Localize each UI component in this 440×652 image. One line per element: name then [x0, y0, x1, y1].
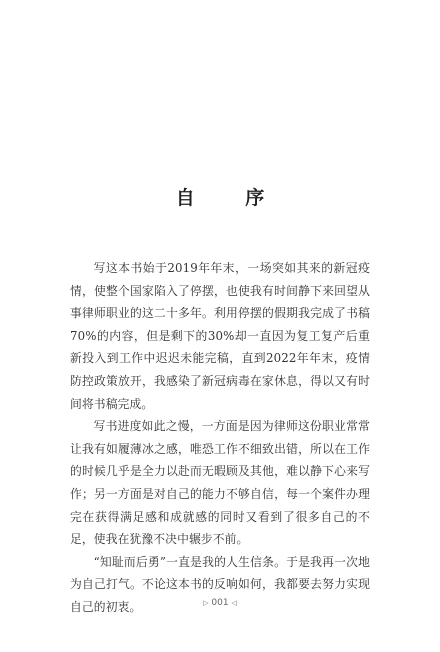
page-number: 001 [211, 598, 229, 608]
page-number-footer [0, 598, 440, 608]
preface-body [70, 257, 370, 619]
folio-right-mark: ◁ [231, 599, 237, 607]
folio-left-mark: ▷ [203, 599, 209, 607]
paragraph-3: “知耻而后勇”一直是我的人生信条。于是我再一次地为自己打气。不论这本书的反响如何，我都要去努力实现自己的初衷。 [70, 554, 370, 614]
paragraph-2: 写书进度如此之慢，一方面是因为律师这份职业常常让我有如履薄冰之感，唯恐工作不细致出错，所以在工作的时候几乎是全力以赴而无暇顾及其他，难以静下心来写作；另一方面是对自己的能力不够自信，每一个案件办理完在获得满足感和成就感的同时又看到了很多自己的不足，使我在犹豫不决中辗步不前。 [70, 419, 370, 547]
paragraph-1: 写这本书始于2019年年末，一场突如其来的新冠疫情，使整个国家陷入了停摆，也使我有时间静下来回望从事律师职业的这二十多年。利用停摆的假期我完成了书稿70%的内容，但是剩下的30%却一直因为复工复产后重新投入到工作中迟迟未能完稿，直到2022年年末，疫情防控政策放开，我感染了新冠病毒在家休息，得以又有时间将书稿完成。 [70, 261, 370, 411]
page-title: 自 序 [175, 187, 287, 209]
